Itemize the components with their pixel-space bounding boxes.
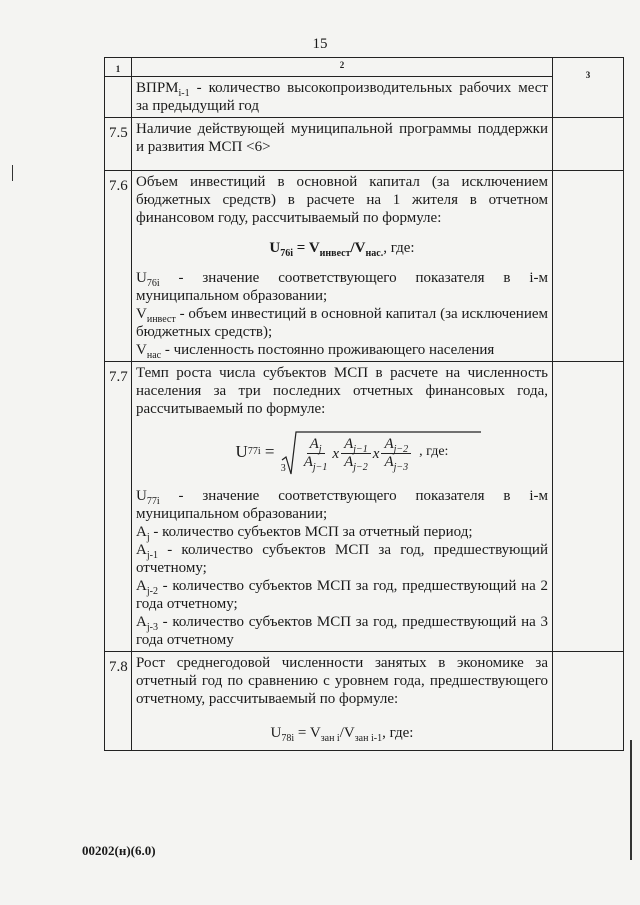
row-number: 7.6: [105, 171, 132, 362]
indicator-table: [104, 57, 624, 751]
row-text: Темп роста числа субъектов МСП в расчете на численность населения за три последних отчетных финансовых года, рассчитываемый по формуле:: [136, 365, 548, 417]
table-row-7-5: [105, 118, 624, 171]
scan-artifact: [12, 165, 13, 181]
definition: $A_{j-3}$ - количество субъектов МСП за год, предшествующий на 3 года отчетному: [136, 614, 548, 648]
row-number: 7.5: [105, 118, 132, 171]
row-number: 7.7: [105, 362, 132, 652]
row-text: Наличие действующей муниципальной программы поддержки и развития МСП <6>: [132, 118, 553, 171]
definition: $U_{76i}$ - значение соответствующего показателя в i-м муниципальном образовании;: [136, 270, 548, 304]
definition: $U_{77i}$ - значение соответствующего показателя в i-м муниципальном образовании;: [136, 488, 548, 522]
definition: $V_{нас}$ - численность постоянно проживающего населения: [136, 342, 495, 361]
table-row-7-8: [105, 652, 624, 751]
table-row-intro: [105, 77, 624, 118]
table-header-row: [105, 58, 624, 77]
cube-root-sign: 3 $\frac{A_j}{A_{j-1}}$ x $\frac{A_{j-1}}{A_{j-2}}$ x $\frac{A_{j-2}}{A_{j-3}}$: [281, 430, 415, 473]
definition: $A_j$ - количество субъектов МСП за отчетный период;: [136, 524, 473, 543]
formula-u77: U 77i = 3 $\frac{A_j}{A_{j-1}}$ x $\frac{A_{j-1}}{A_{j-2}}$ x $\frac{A_{j-2}}{A_{j-3}}$ , где:: [136, 430, 548, 473]
table-row-7-7: [105, 362, 624, 652]
formula-u78: $U_{78i} = V_{зан i}/V_{зан i-1}$, где:: [270, 725, 414, 744]
row-number: 7.8: [105, 652, 132, 751]
fraction-1: $\frac{A_j}{A_{j-1}}$: [303, 436, 328, 473]
table-row-7-6: [105, 171, 624, 362]
page-number: 15: [312, 36, 328, 52]
row-content: [132, 171, 553, 362]
intro-cell: $ВПРМ_{i-1}$ - количество высокопроизводительных рабочих мест за предыдущий год: [132, 77, 553, 118]
header-col-3: 3: [553, 58, 624, 118]
fraction-3: $\frac{A_{j-2}}{A_{j-3}}$: [381, 436, 411, 471]
definition: $A_{j-2}$ - количество субъектов МСП за год, предшествующий на 2 года отчетному;: [136, 578, 548, 612]
fraction-2: $\frac{A_{j-1}}{A_{j-2}}$: [341, 436, 371, 471]
header-col-1: 1: [105, 58, 132, 77]
row-content: [132, 652, 553, 751]
definition: $V_{инвест}$ - объем инвестиций в основной капитал (за исключением бюджетных средств);: [136, 306, 548, 340]
header-col-2: 2: [132, 58, 553, 77]
row-text: Рост среднегодовой численности занятых в экономике за отчетный год по сравнению с уровнем года, предшествующего отчетному, рассчитываемый по формуле:: [136, 655, 548, 707]
definition: $A_{j-1}$ - количество субъектов МСП за год, предшествующий отчетному;: [136, 542, 548, 576]
formula-u76: $U_{76i} = V_{инвест}/V_{нас.}$, где:: [269, 240, 415, 259]
scan-artifact: [630, 740, 632, 860]
document-code: 00202(н)(6.0): [82, 843, 156, 858]
row-content: [132, 362, 553, 652]
row-text: Объем инвестиций в основной капитал (за исключением бюджетных средств) в расчете на 1 жителя в отчетном финансовом году, рассчитываемый по формуле:: [136, 174, 548, 226]
